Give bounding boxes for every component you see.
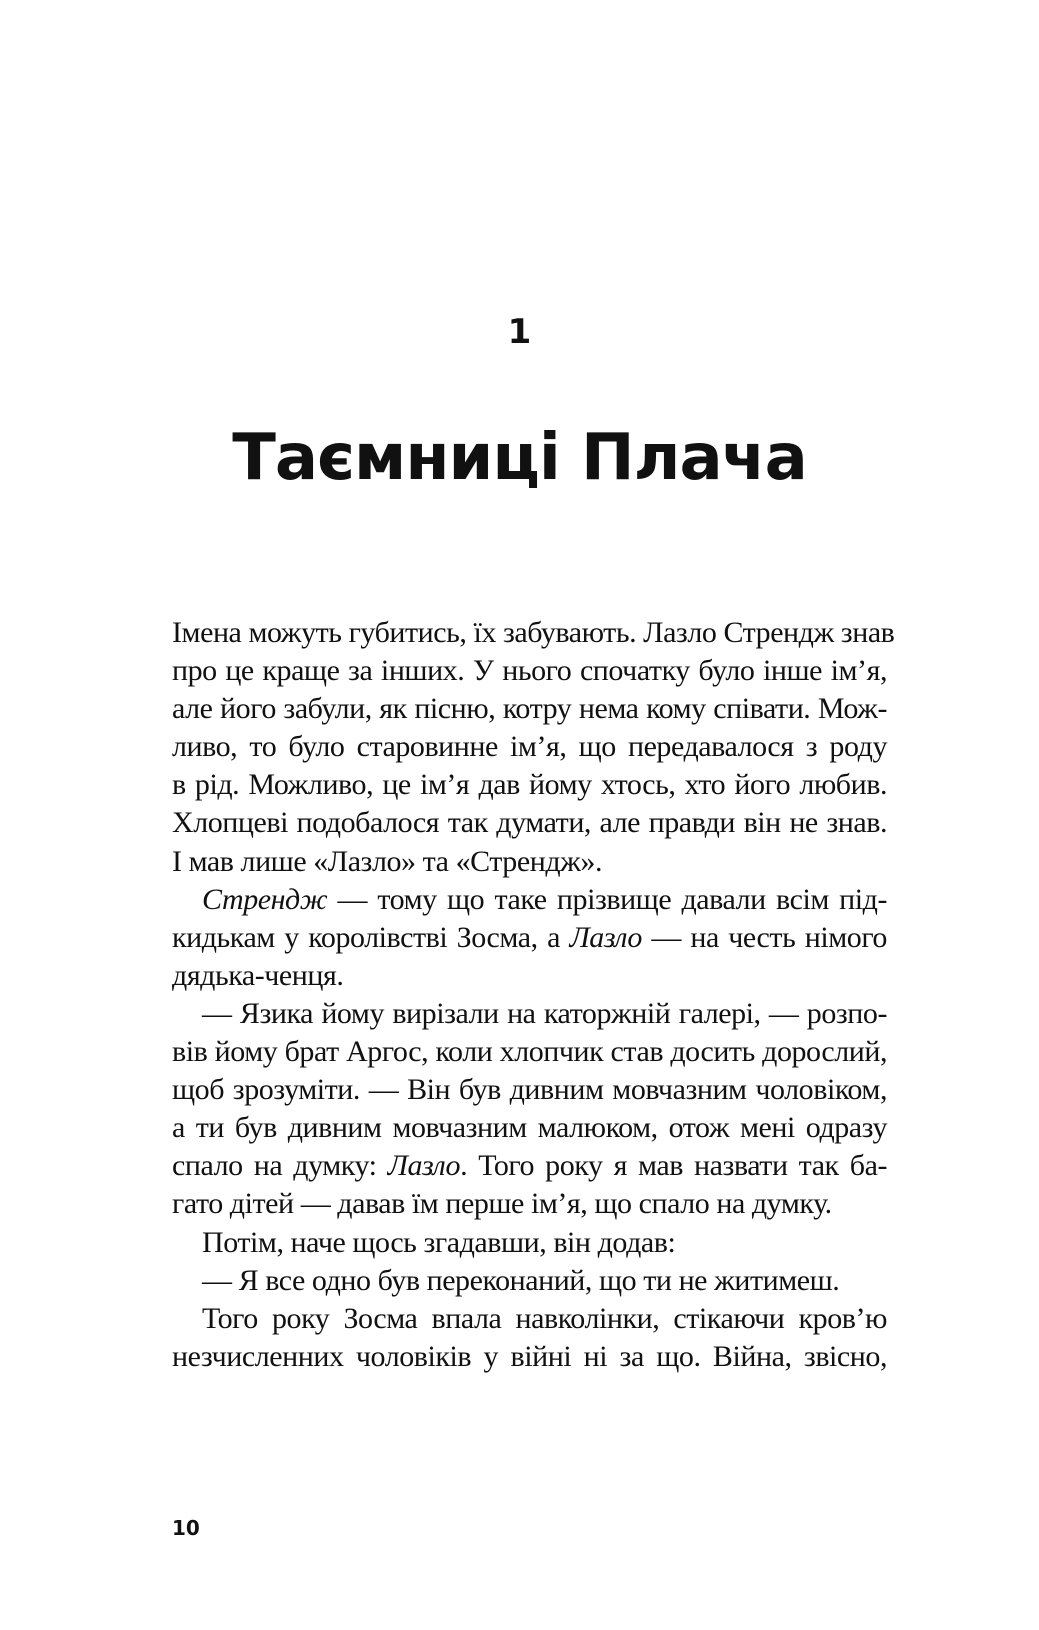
chapter-number: 1 (507, 312, 532, 352)
text-line (172, 1300, 887, 1338)
text-run: І мав лише «Лазло» та «Стрендж». (172, 844, 603, 878)
text-run: — тому що таке прізвище давали всім під- (327, 882, 887, 916)
text-run: в рід. Можливо, це ім’я дав йому хтось, хто його любив. (172, 768, 887, 802)
text-run: . Того року я мав назвати так ба- (460, 1149, 887, 1183)
text-line (172, 1109, 887, 1147)
text-line (172, 1224, 887, 1262)
text-run: Імена можуть губитись, їх забувають. Лазло Стрендж знав (172, 616, 895, 649)
chapter-title: Таємниці Плача (232, 421, 807, 495)
text-line (172, 728, 887, 766)
page-number: 10 (172, 1516, 200, 1540)
chapter-body-text (172, 614, 895, 1376)
text-line (172, 995, 887, 1033)
italic-name: Лазло (387, 1149, 461, 1183)
text-run: ливо, то було старовинне ім’я, що передавалося з роду (172, 730, 887, 764)
text-line (172, 1338, 887, 1376)
text-line (172, 919, 887, 957)
text-run: про це краще за інших. У нього спочатку було інше ім’я, (172, 654, 887, 688)
paragraph (172, 881, 887, 995)
text-run: дядька-ченця. (172, 958, 344, 992)
text-run: незчисленних чоловіків у війні ні за що. Війна, звісно, (172, 1339, 887, 1373)
text-run: спало на думку: (172, 1149, 388, 1183)
text-run: Хлопцеві подобалося так думати, але правди він не знав. (172, 806, 887, 840)
text-run: Потім, наче щось згадавши, він додав: (202, 1225, 676, 1259)
paragraph (172, 995, 887, 1224)
text-run: — Язика йому вирізали на каторжній галері, — розпо- (202, 996, 887, 1030)
text-line (172, 881, 887, 919)
text-run: — на честь німого (641, 920, 887, 954)
text-line (172, 690, 887, 728)
text-line (172, 1147, 887, 1185)
text-run: щоб зрозуміти. — Він був дивним мовчазним чоловіком, (172, 1073, 887, 1107)
text-line (172, 766, 887, 804)
text-line (172, 1033, 887, 1071)
text-run: але його забули, як пісню, котру нема кому співати. Мож- (172, 692, 887, 726)
text-line (172, 614, 895, 652)
text-line (172, 1262, 887, 1300)
text-run: Того року Зосма впала навколінки, стікаючи кров’ю (202, 1301, 887, 1335)
text-line (172, 1185, 887, 1223)
paragraph (172, 1262, 887, 1300)
text-run: кидькам у королівстві Зосма, а (172, 920, 570, 954)
paragraph (172, 1224, 887, 1262)
paragraph (172, 614, 895, 881)
text-run: а ти був дивним мовчазним малюком, отож мені одразу (172, 1111, 887, 1145)
text-run: — Я все одно був переконаний, що ти не житимеш. (202, 1263, 840, 1297)
paragraph (172, 1300, 887, 1376)
text-line (172, 804, 887, 842)
text-line (172, 652, 887, 690)
text-line (172, 957, 887, 995)
text-line (172, 1071, 887, 1109)
text-run: гато дітей — давав їм перше ім’я, що спало на думку. (172, 1187, 832, 1221)
text-line (172, 843, 887, 881)
italic-name: Лазло (569, 920, 642, 954)
italic-name: Стрендж (202, 882, 328, 916)
text-run: вів йому брат Аргос, коли хлопчик став досить дорослий, (172, 1035, 887, 1069)
